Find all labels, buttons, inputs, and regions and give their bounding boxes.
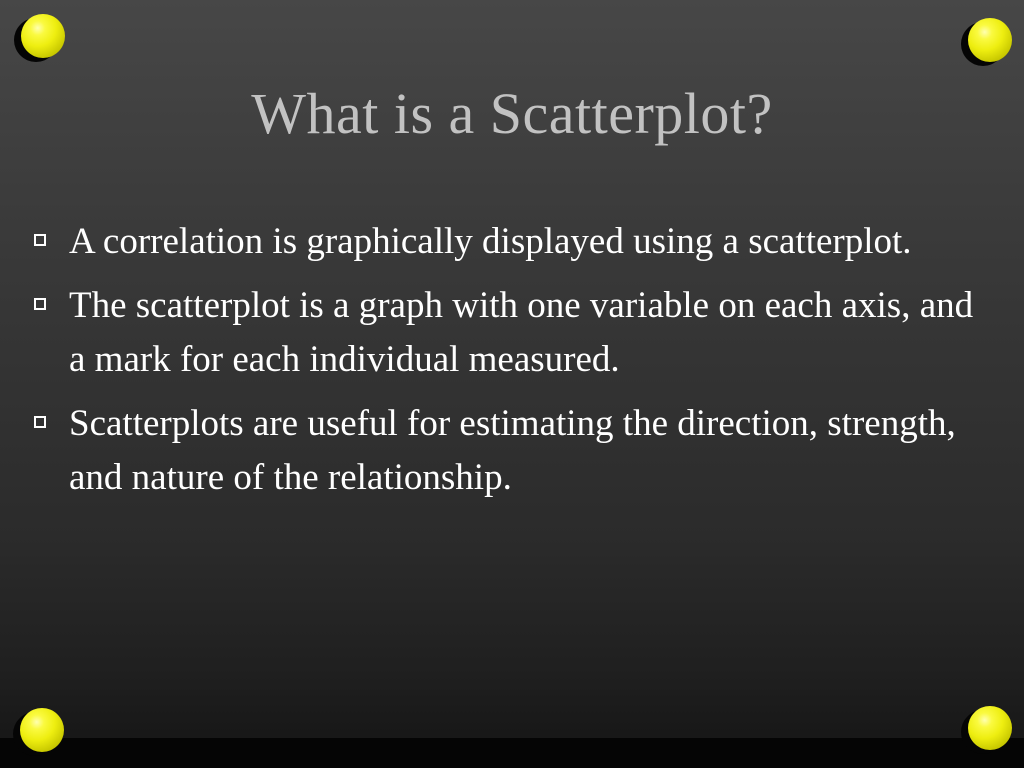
yellow-ball-icon <box>20 708 64 752</box>
bottom-band <box>0 738 1024 768</box>
slide-title: What is a Scatterplot? <box>251 81 773 146</box>
yellow-ball-icon <box>968 18 1012 62</box>
bullet-item <box>34 397 994 505</box>
yellow-ball-icon <box>21 14 65 58</box>
hollow-square-bullet-icon <box>34 416 46 428</box>
bullet-item <box>34 215 994 269</box>
bullet-text: Scatterplots are useful for estimating the direction, strength, and nature of the relationship. <box>69 403 956 498</box>
bullet-list <box>34 215 994 515</box>
yellow-ball-icon <box>968 706 1012 750</box>
bullet-text: The scatterplot is a graph with one variable on each axis, and a mark for each individual measured. <box>69 285 974 380</box>
hollow-square-bullet-icon <box>34 234 46 246</box>
bullet-item <box>34 279 994 387</box>
bullet-text: A correlation is graphically displayed using a scatterplot. <box>69 221 912 262</box>
hollow-square-bullet-icon <box>34 298 46 310</box>
